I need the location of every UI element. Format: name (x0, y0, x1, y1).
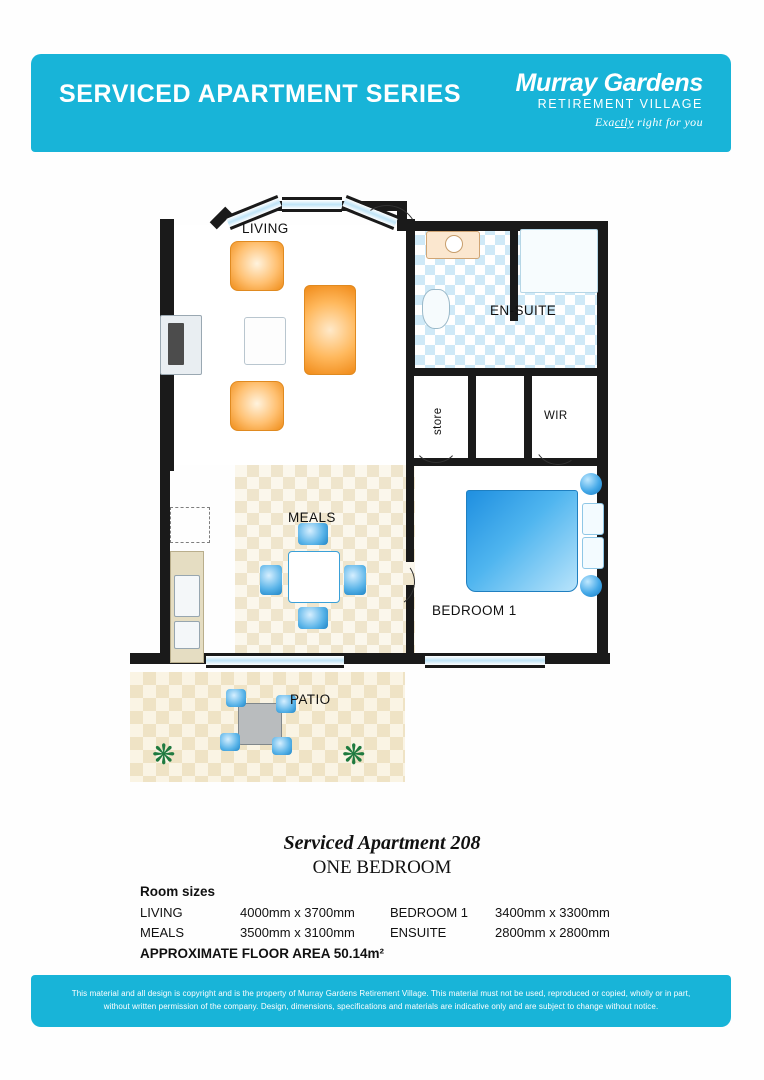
dining-chair-east (344, 565, 366, 595)
plan-caption (0, 832, 764, 879)
label-meals: MEALS (288, 510, 336, 525)
room-name: ENSUITE (390, 925, 447, 941)
logo-secondary-text: RETIREMENT VILLAGE (537, 97, 703, 112)
table-row (140, 923, 640, 943)
bed (466, 490, 578, 592)
page-title: SERVICED APARTMENT SERIES (59, 80, 462, 108)
dining-chair-west (260, 565, 282, 595)
label-ensuite: EN-SUITE (490, 303, 557, 318)
logo-tagline (515, 115, 703, 130)
pillow-right (582, 537, 604, 569)
footer-banner (31, 975, 731, 1027)
brand-logo (515, 70, 703, 130)
table-row (140, 903, 640, 923)
armchair-top (230, 241, 284, 291)
label-store: store (432, 407, 444, 435)
window-bay-centre (282, 197, 342, 212)
sofa (304, 285, 356, 375)
toilet (422, 289, 450, 329)
room-name: LIVING (140, 905, 183, 920)
coffee-table (244, 317, 286, 365)
copyright-disclaimer: This material and all design is copyright and is the property of Murray Gardens Retirement Village. This material must not be used, reproduced or copied, wholly or in part, without written permission of the company. Design, dimensions, specifications and materials are indicative only and are subject to change without notice. (71, 989, 691, 1011)
cooktop (174, 575, 200, 617)
window-meals-slider (206, 653, 344, 668)
logo-primary-text: Murray Gardens (515, 69, 703, 97)
apartment-type: ONE BEDROOM (312, 857, 452, 878)
room-size: 2800mm x 2800mm (495, 925, 610, 941)
bedside-lamp-right (580, 575, 602, 597)
dining-chair-north (298, 523, 328, 545)
plant-right-icon: ❋ (342, 739, 366, 770)
wall-right (597, 221, 608, 661)
wall-ensuite-bottom (406, 368, 606, 376)
room-sizes-heading: Room sizes (140, 884, 216, 899)
label-bedroom1: BEDROOM 1 (432, 603, 517, 618)
wall-bedroom-left-upper (406, 466, 414, 562)
dining-table (288, 551, 340, 603)
shower-recess (520, 229, 598, 293)
patio-chair-3 (220, 733, 240, 751)
plant-left-icon: ❋ (152, 739, 176, 770)
patio-chair-4 (272, 737, 292, 755)
wall-store-right (468, 376, 476, 466)
basin-bowl (445, 235, 463, 253)
wall-store-left (406, 376, 414, 466)
patio-chair-1 (226, 689, 246, 707)
pillow-left (582, 503, 604, 535)
wall-ensuite-shower-top (518, 221, 598, 227)
room-size: 3500mm x 3100mm (240, 925, 355, 941)
sink (174, 621, 200, 649)
room-name: BEDROOM 1 (390, 905, 469, 920)
label-wir: WIR (544, 410, 568, 422)
wall-ensuite-left (406, 271, 415, 376)
floor-area-text: APPROXIMATE FLOOR AREA 50.14m² (140, 946, 385, 962)
logo-tagline-underline: ctly (614, 115, 634, 130)
tv-screen (168, 323, 184, 365)
room-sizes-table (140, 884, 640, 961)
floor-plan (120, 185, 640, 785)
header-banner (31, 54, 731, 152)
wall-left-lower (160, 463, 170, 663)
fridge-space (170, 507, 210, 543)
room-size: 4000mm x 3700mm (240, 905, 355, 920)
room-size: 3400mm x 3300mm (495, 905, 610, 920)
wall-wir-left (524, 376, 532, 466)
dining-chair-south (298, 607, 328, 629)
armchair-bottom (230, 381, 284, 431)
logo-tagline-pre: Exa (594, 115, 615, 130)
label-living: LIVING (242, 221, 289, 236)
bedside-lamp-left (580, 473, 602, 495)
window-bedroom-slider (425, 653, 545, 668)
room-name: MEALS (140, 925, 185, 941)
apartment-name: Serviced Apartment 208 (283, 832, 481, 854)
logo-tagline-post: right for you (633, 115, 703, 130)
label-patio: PATIO (290, 692, 331, 707)
